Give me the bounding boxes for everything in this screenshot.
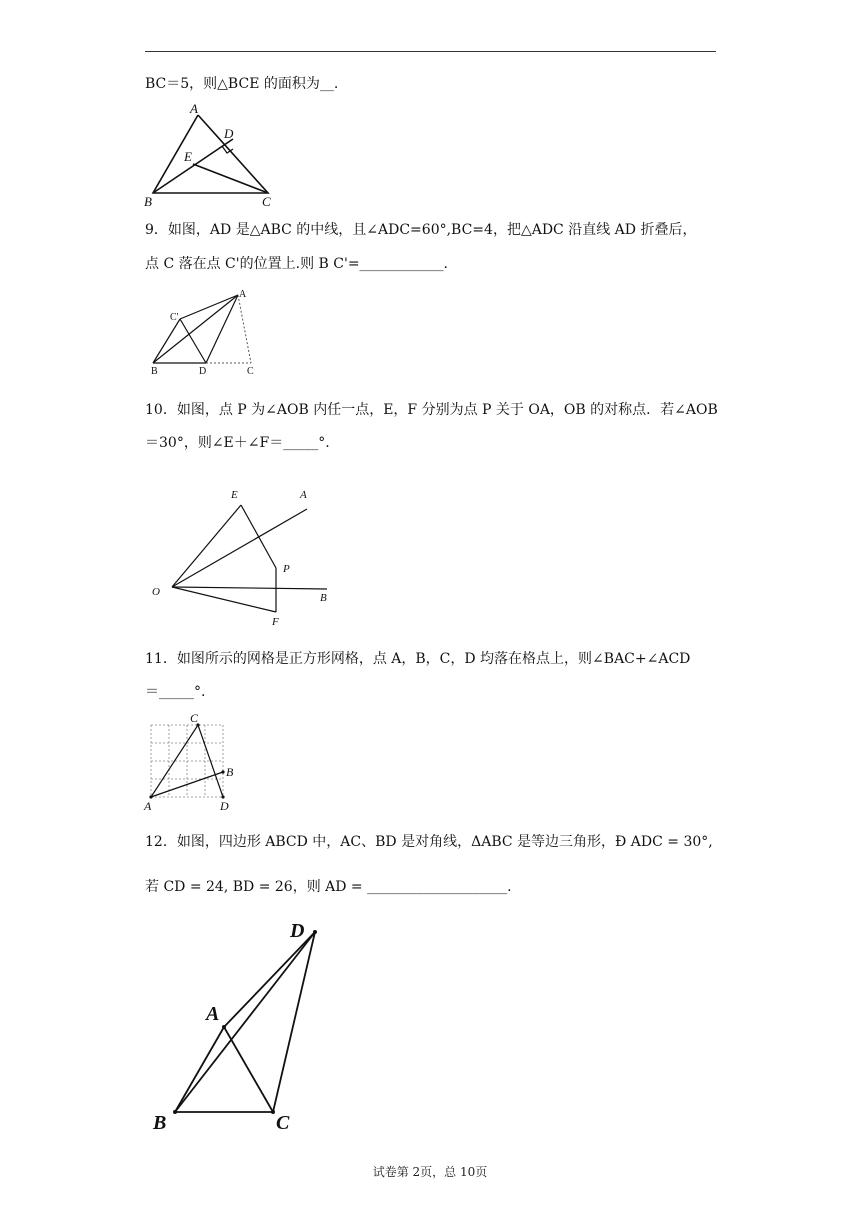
q10-label-O: O	[152, 586, 160, 598]
q11-label-B: B	[226, 765, 234, 779]
q11-label-C: C	[190, 711, 199, 725]
q8-label-C: C	[262, 194, 271, 209]
q8-label-B: B	[144, 194, 152, 209]
q10-label-F: F	[272, 616, 279, 628]
q9-line2: 点 C 落在点 C'的位置上.则 B C'=____________.	[145, 256, 449, 272]
header-rule	[145, 51, 716, 52]
q8-label-D: D	[224, 126, 234, 141]
q12-line1: 12．如图，四边形 ABCD 中，AC、BD 是对角线，ΔABC 是等边三角形，Ð ADC = 30°,	[145, 834, 713, 850]
q12-label-C: C	[276, 1112, 290, 1134]
q12-label-D: D	[290, 920, 305, 942]
q11-line2: ＝_____°.	[145, 684, 206, 700]
page-footer: 试卷第 2页，总 10页	[372, 1165, 488, 1179]
q10-label-E: E	[231, 489, 238, 501]
q9-label-C-prime: C'	[170, 312, 179, 323]
q9-line1: 9．如图，AD 是△ABC 的中线，且∠ADC=60°,BC=4，把△ADC 沿直线 AD 折叠后，	[145, 222, 697, 238]
q9-label-A: A	[239, 289, 247, 300]
q8-label-A: A	[190, 101, 198, 116]
q10-label-A: A	[300, 489, 307, 501]
q9-figure	[140, 283, 270, 378]
q12-figure	[140, 915, 350, 1140]
q10-line2: ＝30°，则∠E＋∠F＝_____°.	[145, 435, 330, 451]
q8-label-E: E	[184, 149, 192, 164]
q12-label-A: A	[206, 1003, 220, 1025]
q12-line2: 若 CD = 24, BD = 26，则 AD = ____________________.	[145, 879, 512, 895]
q12-label-B: B	[153, 1112, 167, 1134]
q11-label-A: A	[144, 799, 152, 813]
q10-label-P: P	[283, 563, 290, 575]
q10-line1: 10．如图，点 P 为∠AOB 内任一点，E，F 分别为点 P 关于 OA，OB 的对称点．若∠AOB	[145, 402, 718, 418]
q11-figure	[140, 710, 250, 815]
q10-label-B: B	[320, 592, 327, 604]
q8-text: BC＝5，则△BCE 的面积为__.	[145, 76, 339, 92]
q9-label-D: D	[199, 366, 207, 377]
q11-label-D: D	[220, 799, 229, 813]
q11-line1: 11．如图所示的网格是正方形网格，点 A，B，C，D 均落在格点上，则∠BAC+∠ACD	[145, 651, 691, 667]
q8-figure	[140, 100, 290, 210]
q9-label-B: B	[151, 366, 158, 377]
q9-label-C: C	[247, 366, 254, 377]
q10-figure	[140, 480, 340, 630]
